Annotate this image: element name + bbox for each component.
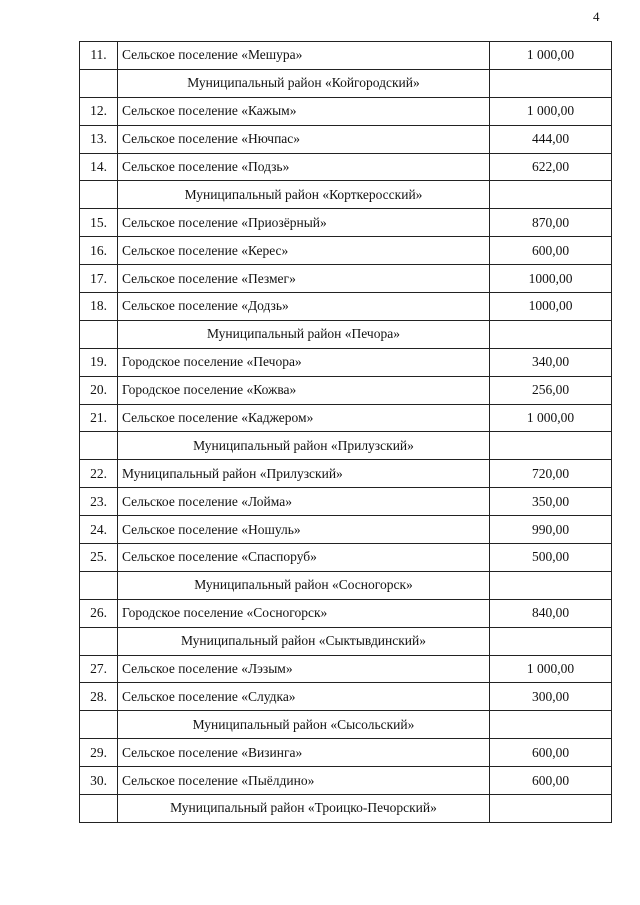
empty-cell xyxy=(490,181,612,209)
amount-value: 840,00 xyxy=(490,599,612,627)
empty-cell xyxy=(80,69,118,97)
page-number: 4 xyxy=(593,9,600,24)
settlement-name: Сельское поселение «Кажым» xyxy=(118,97,490,125)
table-row xyxy=(80,488,612,516)
settlement-name: Городское поселение «Печора» xyxy=(118,348,490,376)
district-title: Муниципальный район «Троицко-Печорский» xyxy=(118,795,490,823)
settlement-name: Сельское поселение «Лойма» xyxy=(118,488,490,516)
row-number: 13. xyxy=(80,125,118,153)
district-title: Муниципальный район «Койгородский» xyxy=(118,69,490,97)
row-number: 16. xyxy=(80,237,118,265)
district-row xyxy=(80,320,612,348)
amount-value: 1 000,00 xyxy=(490,97,612,125)
settlement-name: Сельское поселение «Пезмег» xyxy=(118,265,490,293)
empty-cell xyxy=(80,795,118,823)
empty-cell xyxy=(80,571,118,599)
row-number: 22. xyxy=(80,460,118,488)
district-row xyxy=(80,711,612,739)
table-row xyxy=(80,460,612,488)
table-row xyxy=(80,516,612,544)
settlement-name: Сельское поселение «Каджером» xyxy=(118,404,490,432)
empty-cell xyxy=(80,432,118,460)
table-row xyxy=(80,237,612,265)
amount-value: 622,00 xyxy=(490,153,612,181)
settlement-name: Городское поселение «Сосногорск» xyxy=(118,599,490,627)
table-body xyxy=(80,42,612,823)
district-title: Муниципальный район «Сысольский» xyxy=(118,711,490,739)
empty-cell xyxy=(80,627,118,655)
amount-value: 600,00 xyxy=(490,237,612,265)
district-row xyxy=(80,627,612,655)
district-row xyxy=(80,432,612,460)
table-row xyxy=(80,655,612,683)
amount-value: 1 000,00 xyxy=(490,42,612,70)
table-row xyxy=(80,376,612,404)
empty-cell xyxy=(490,627,612,655)
amount-value: 1000,00 xyxy=(490,265,612,293)
table-row xyxy=(80,42,612,70)
row-number: 27. xyxy=(80,655,118,683)
table-row xyxy=(80,739,612,767)
amount-value: 340,00 xyxy=(490,348,612,376)
settlement-name: Сельское поселение «Визинга» xyxy=(118,739,490,767)
amount-value: 600,00 xyxy=(490,739,612,767)
district-title: Муниципальный район «Сосногорск» xyxy=(118,571,490,599)
table-row xyxy=(80,544,612,572)
table-row xyxy=(80,209,612,237)
amount-value: 1 000,00 xyxy=(490,655,612,683)
row-number: 26. xyxy=(80,599,118,627)
settlement-name: Сельское поселение «Додзь» xyxy=(118,293,490,321)
district-title: Муниципальный район «Прилузский» xyxy=(118,432,490,460)
district-title: Муниципальный район «Корткеросский» xyxy=(118,181,490,209)
row-number: 23. xyxy=(80,488,118,516)
settlement-name: Сельское поселение «Керес» xyxy=(118,237,490,265)
settlement-name: Сельское поселение «Спаспоруб» xyxy=(118,544,490,572)
amount-value: 500,00 xyxy=(490,544,612,572)
table-row xyxy=(80,265,612,293)
row-number: 29. xyxy=(80,739,118,767)
empty-cell xyxy=(80,181,118,209)
empty-cell xyxy=(490,571,612,599)
settlement-name: Городское поселение «Кожва» xyxy=(118,376,490,404)
empty-cell xyxy=(490,69,612,97)
settlement-name: Сельское поселение «Пыёлдино» xyxy=(118,767,490,795)
row-number: 19. xyxy=(80,348,118,376)
settlement-name: Муниципальный район «Прилузский» xyxy=(118,460,490,488)
amount-value: 990,00 xyxy=(490,516,612,544)
table-row xyxy=(80,293,612,321)
empty-cell xyxy=(80,711,118,739)
amount-value: 256,00 xyxy=(490,376,612,404)
table-row xyxy=(80,404,612,432)
district-title: Муниципальный район «Печора» xyxy=(118,320,490,348)
amount-value: 720,00 xyxy=(490,460,612,488)
settlement-name: Сельское поселение «Лэзым» xyxy=(118,655,490,683)
settlements-table xyxy=(79,41,612,823)
settlement-name: Сельское поселение «Слудка» xyxy=(118,683,490,711)
amount-value: 1 000,00 xyxy=(490,404,612,432)
district-row xyxy=(80,571,612,599)
settlement-name: Сельское поселение «Нючпас» xyxy=(118,125,490,153)
row-number: 30. xyxy=(80,767,118,795)
empty-cell xyxy=(80,320,118,348)
row-number: 21. xyxy=(80,404,118,432)
table-row xyxy=(80,767,612,795)
row-number: 11. xyxy=(80,42,118,70)
settlement-name: Сельское поселение «Ношуль» xyxy=(118,516,490,544)
row-number: 28. xyxy=(80,683,118,711)
row-number: 14. xyxy=(80,153,118,181)
settlement-name: Сельское поселение «Подзь» xyxy=(118,153,490,181)
amount-value: 300,00 xyxy=(490,683,612,711)
district-row xyxy=(80,69,612,97)
settlement-name: Сельское поселение «Приозёрный» xyxy=(118,209,490,237)
table-row xyxy=(80,153,612,181)
amount-value: 444,00 xyxy=(490,125,612,153)
table-row xyxy=(80,683,612,711)
empty-cell xyxy=(490,320,612,348)
amount-value: 1000,00 xyxy=(490,293,612,321)
amount-value: 350,00 xyxy=(490,488,612,516)
row-number: 15. xyxy=(80,209,118,237)
row-number: 17. xyxy=(80,265,118,293)
table-row xyxy=(80,97,612,125)
row-number: 12. xyxy=(80,97,118,125)
empty-cell xyxy=(490,795,612,823)
table-row xyxy=(80,125,612,153)
row-number: 24. xyxy=(80,516,118,544)
empty-cell xyxy=(490,711,612,739)
amount-value: 600,00 xyxy=(490,767,612,795)
row-number: 25. xyxy=(80,544,118,572)
amount-value: 870,00 xyxy=(490,209,612,237)
row-number: 18. xyxy=(80,293,118,321)
table-row xyxy=(80,599,612,627)
empty-cell xyxy=(490,432,612,460)
district-title: Муниципальный район «Сыктывдинский» xyxy=(118,627,490,655)
district-row xyxy=(80,795,612,823)
row-number: 20. xyxy=(80,376,118,404)
table-row xyxy=(80,348,612,376)
district-row xyxy=(80,181,612,209)
settlement-name: Сельское поселение «Мешура» xyxy=(118,42,490,70)
